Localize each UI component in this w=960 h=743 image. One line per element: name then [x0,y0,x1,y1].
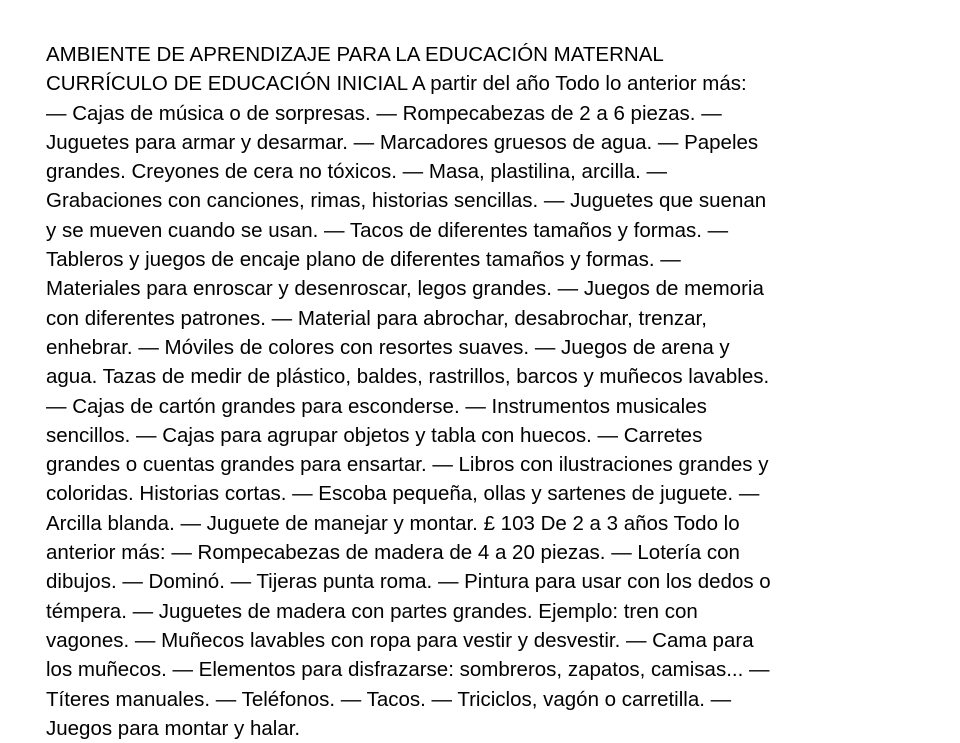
text-line: los muñecos. — Elementos para disfrazarse: sombreros, zapatos, camisas... — [46,658,770,682]
text-line: — Cajas de música o de sorpresas. — Rompecabezas de 2 a 6 piezas. — [46,101,722,125]
text-line: — Cajas de cartón grandes para esconderse. — Instrumentos musicales [46,394,707,418]
text-line: Juegos para montar y halar. [46,716,301,740]
text-line: y se mueven cuando se usan. — Tacos de diferentes tamaños y formas. — [46,218,729,242]
text-line: grandes o cuentas grandes para ensartar. — Libros con ilustraciones grandes y [46,453,769,477]
text-line: témpera. — Juguetes de madera con partes grandes. Ejemplo: tren con [46,599,698,623]
text-line: con diferentes patrones. — Material para abrochar, desabrochar, trenzar, [46,306,707,330]
text-line: Materiales para enroscar y desenroscar, legos grandes. — Juegos de memoria [46,277,764,301]
text-line: Juguetes para armar y desarmar. — Marcadores gruesos de agua. — Papeles [46,130,759,154]
text-line: CURRÍCULO DE EDUCACIÓN INICIAL A partir del año Todo lo anterior más: [46,72,747,96]
text-line: Tableros y juegos de encaje plano de diferentes tamaños y formas. — [46,248,681,272]
text-line: dibujos. — Dominó. — Tijeras punta roma. — Pintura para usar con los dedos o [46,570,771,594]
text-line: Arcilla blanda. — Juguete de manejar y montar. £ 103 De 2 a 3 años Todo lo [46,511,740,535]
text-line-title: AMBIENTE DE APRENDIZAJE PARA LA EDUCACIÓN MATERNAL [46,43,664,66]
text-line: vagones. — Muñecos lavables con ropa para vestir y desvestir. — Cama para [46,628,754,652]
text-line: sencillos. — Cajas para agrupar objetos y tabla con huecos. — Carretes [46,423,703,447]
text-line: Grabaciones con canciones, rimas, historias sencillas. — Juguetes que suenan [46,189,767,213]
text-line: anterior más: — Rompecabezas de madera de 4 a 20 piezas. — Lotería con [46,541,740,565]
text-line: coloridas. Historias cortas. — Escoba pequeña, ollas y sartenes de juguete. — [46,482,760,506]
text-line: enhebrar. — Móviles de colores con resortes suaves. — Juegos de arena y [46,335,730,359]
text-line: agua. Tazas de medir de plástico, baldes, rastrillos, barcos y muñecos lavables. [46,365,770,389]
text-line: grandes. Creyones de cera no tóxicos. — Masa, plastilina, arcilla. — [46,160,667,184]
body-text [46,40,906,743]
text-line: Títeres manuales. — Teléfonos. — Tacos. — Triciclos, vagón o carretilla. — [46,687,732,711]
